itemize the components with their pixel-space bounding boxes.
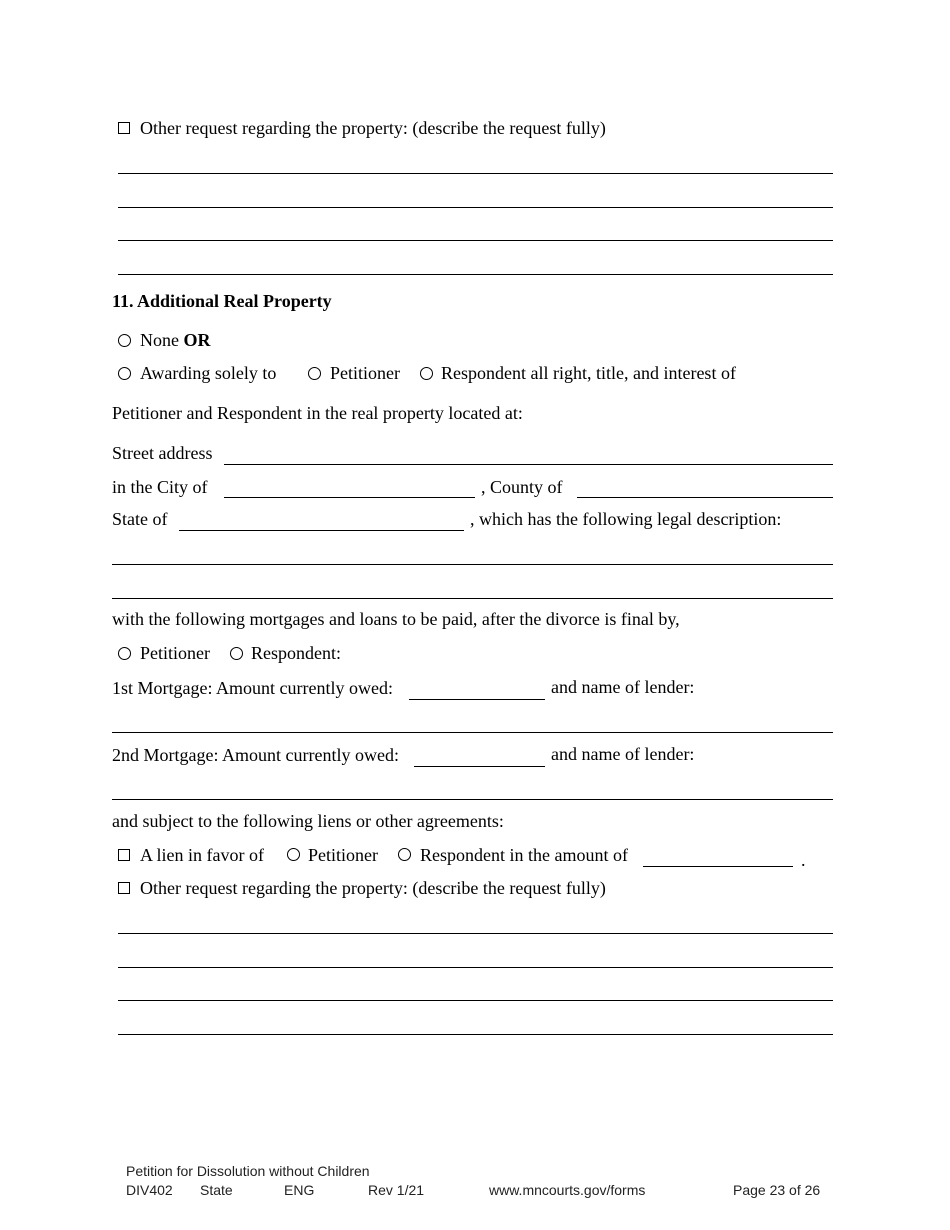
none-label — [140, 329, 211, 351]
mortgage1-label: 1st Mortgage: Amount currently owed: — [112, 678, 393, 698]
legal-description-label: , which has the following legal description: — [470, 509, 782, 529]
legal-description-line-2[interactable] — [112, 598, 833, 599]
mortgages-text: with the following mortgages and loans to be paid, after the divorce is final by, — [112, 609, 680, 629]
state-field[interactable] — [179, 530, 464, 531]
other-request-label-top: Other request regarding the property: (describe the request fully) — [140, 118, 606, 138]
other-request-line-top-4[interactable] — [118, 274, 833, 275]
lien-label: A lien in favor of — [140, 845, 264, 865]
awarding-petitioner-radio[interactable] — [308, 367, 321, 380]
other-request-checkbox-top[interactable] — [118, 122, 130, 134]
mortgage2-lender-label: and name of lender: — [551, 744, 695, 764]
footer-form-id: DIV402 — [126, 1182, 173, 1198]
mortgage1-lender-label: and name of lender: — [551, 677, 695, 697]
county-field[interactable] — [577, 497, 833, 498]
other-request-line-4[interactable] — [118, 1034, 833, 1035]
awarding-label: Awarding solely to — [140, 363, 277, 383]
lien-respondent-radio[interactable] — [398, 848, 411, 861]
liens-text: and subject to the following liens or other agreements: — [112, 811, 504, 831]
located-text: Petitioner and Respondent in the real property located at: — [112, 403, 523, 423]
awarding-radio[interactable] — [118, 367, 131, 380]
section-heading: 11. Additional Real Property — [112, 291, 332, 311]
pay-petitioner-radio[interactable] — [118, 647, 131, 660]
mortgage1-amount-field[interactable] — [409, 699, 545, 700]
other-request-line-3[interactable] — [118, 1000, 833, 1001]
awarding-petitioner-label: Petitioner — [330, 363, 400, 383]
lien-petitioner-radio[interactable] — [287, 848, 300, 861]
footer-language: ENG — [284, 1182, 315, 1198]
footer-revision: Rev 1/21 — [368, 1182, 425, 1198]
other-request-label: Other request regarding the property: (describe the request fully) — [140, 878, 606, 898]
lien-checkbox[interactable] — [118, 849, 130, 861]
awarding-respondent-label: Respondent all right, title, and interest of — [441, 363, 736, 383]
other-request-line-top-1[interactable] — [118, 173, 833, 174]
county-label: , County of — [481, 477, 563, 497]
other-request-checkbox[interactable] — [118, 882, 130, 894]
mortgage2-lender-field[interactable] — [112, 799, 833, 800]
footer-title: Petition for Dissolution without Children — [126, 1163, 370, 1179]
mortgage2-amount-field[interactable] — [414, 766, 545, 767]
other-request-line-2[interactable] — [118, 967, 833, 968]
other-request-line-1[interactable] — [118, 933, 833, 934]
footer-jurisdiction: State — [200, 1182, 233, 1198]
lien-amount-field[interactable] — [643, 866, 793, 867]
footer-page: Page 23 of 26 — [733, 1182, 821, 1198]
footer-url: www.mncourts.gov/forms — [489, 1182, 646, 1198]
lien-respondent-label: Respondent in the amount of — [420, 845, 628, 865]
none-radio[interactable] — [118, 334, 131, 347]
pay-respondent-radio[interactable] — [230, 647, 243, 660]
mortgage2-label: 2nd Mortgage: Amount currently owed: — [112, 745, 399, 765]
city-label: in the City of — [112, 477, 208, 497]
legal-description-line-1[interactable] — [112, 564, 833, 565]
street-address-label: Street address — [112, 443, 213, 463]
street-address-field[interactable] — [224, 464, 833, 465]
or-text: OR — [183, 330, 211, 350]
mortgage1-lender-field[interactable] — [112, 732, 833, 733]
other-request-line-top-3[interactable] — [118, 240, 833, 241]
pay-petitioner-label: Petitioner — [140, 643, 210, 663]
lien-period: . — [801, 850, 806, 870]
lien-petitioner-label: Petitioner — [308, 845, 378, 865]
none-text: None — [140, 330, 179, 350]
city-field[interactable] — [224, 497, 475, 498]
other-request-line-top-2[interactable] — [118, 207, 833, 208]
awarding-respondent-radio[interactable] — [420, 367, 433, 380]
pay-respondent-label: Respondent: — [251, 643, 341, 663]
state-label: State of — [112, 509, 168, 529]
